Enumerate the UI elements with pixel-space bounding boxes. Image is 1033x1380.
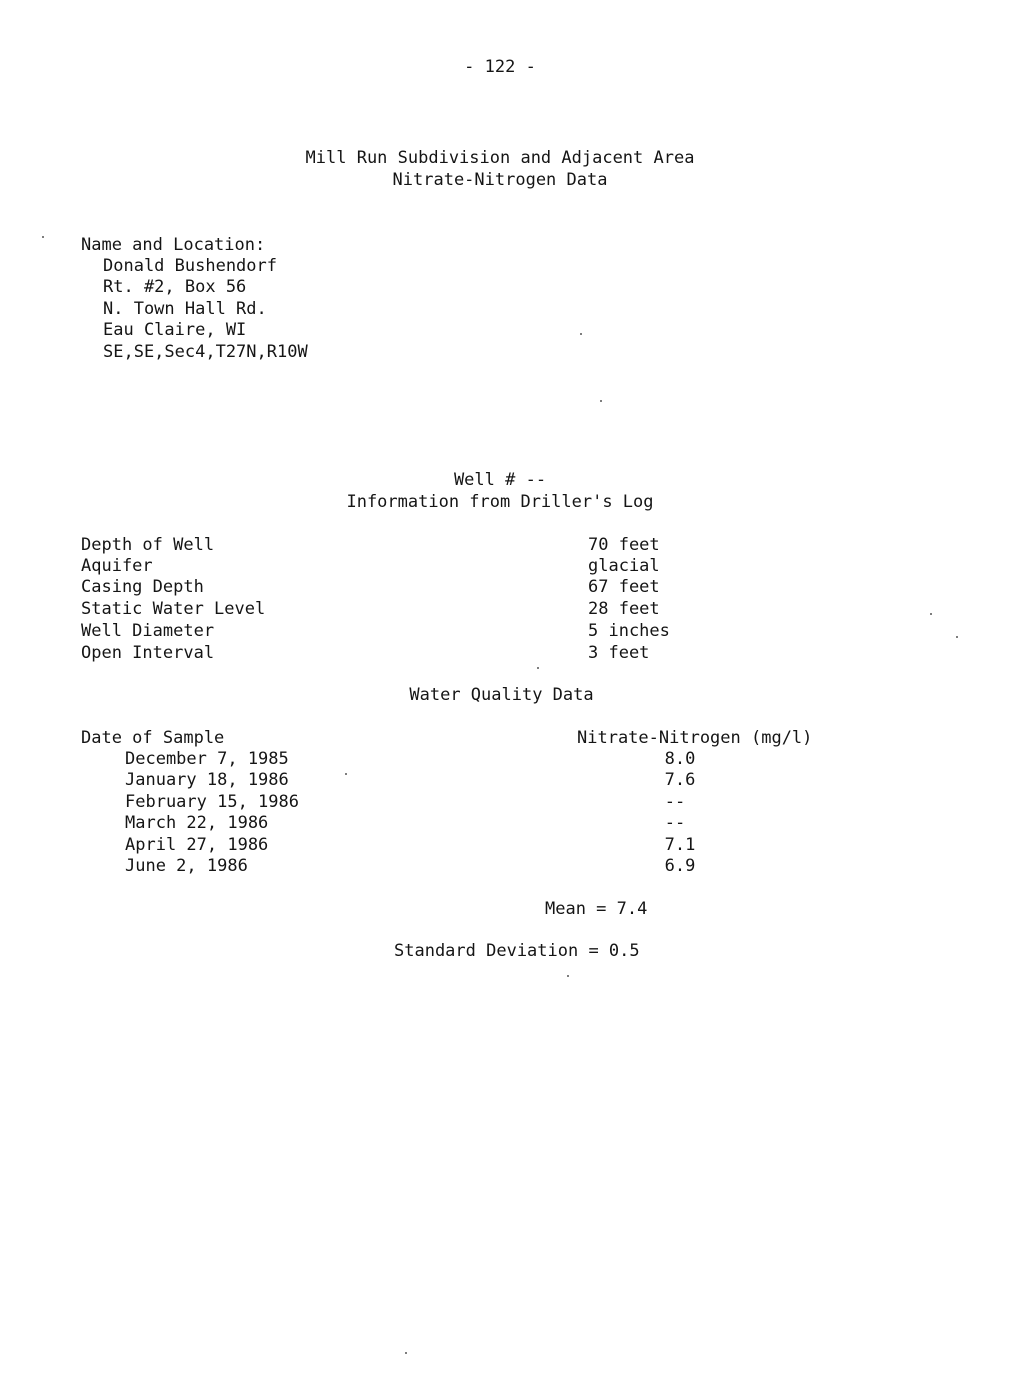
well-row-label: Open Interval	[81, 643, 215, 663]
sample-date: March 22, 1986	[125, 813, 269, 833]
scan-speck	[42, 236, 44, 238]
sample-value: 7.1	[664, 835, 696, 855]
scan-speck	[580, 333, 582, 335]
sample-date: June 2, 1986	[125, 856, 248, 876]
sample-date: December 7, 1985	[125, 749, 289, 769]
location-heading: Name and Location:	[81, 235, 266, 255]
well-row-label: Well Diameter	[81, 621, 215, 641]
well-heading: Well # --	[453, 470, 547, 490]
well-row-value: 5 inches	[588, 621, 670, 641]
sample-value: 7.6	[664, 770, 696, 790]
location-line: Rt. #2, Box 56	[103, 277, 247, 297]
sample-date: February 15, 1986	[125, 792, 299, 812]
well-row-value: 67 feet	[588, 577, 660, 597]
scan-speck	[956, 636, 958, 638]
well-row-value: 28 feet	[588, 599, 660, 619]
sample-value: 6.9	[664, 856, 696, 876]
sample-date: April 27, 1986	[125, 835, 269, 855]
location-line: SE,SE,Sec4,T27N,R10W	[103, 342, 308, 362]
page-subtitle: Nitrate-Nitrogen Data	[392, 170, 608, 190]
well-row-label: Aquifer	[81, 556, 153, 576]
well-row-label: Depth of Well	[81, 535, 215, 555]
sample-value: --	[664, 813, 686, 833]
well-row-value: 70 feet	[588, 535, 660, 555]
location-line: Donald Bushendorf	[103, 256, 277, 276]
sample-date: January 18, 1986	[125, 770, 289, 790]
scan-speck	[600, 400, 602, 402]
scan-speck	[567, 975, 569, 977]
sample-value: --	[664, 792, 686, 812]
well-subheading: Information from Driller's Log	[346, 492, 654, 512]
location-line: N. Town Hall Rd.	[103, 299, 267, 319]
sample-value: 8.0	[664, 749, 696, 769]
well-row-label: Casing Depth	[81, 577, 204, 597]
scan-speck	[930, 613, 932, 615]
page-number: - 122 -	[464, 57, 536, 77]
nitrate-column-header: Nitrate-Nitrogen (mg/l)	[577, 728, 813, 748]
well-row-value: glacial	[588, 556, 660, 576]
scan-speck	[405, 1352, 407, 1354]
scan-speck	[537, 667, 539, 669]
well-row-label: Static Water Level	[81, 599, 266, 619]
mean-value: Mean = 7.4	[545, 899, 648, 919]
page-title: Mill Run Subdivision and Adjacent Area	[305, 148, 695, 168]
standard-deviation: Standard Deviation = 0.5	[394, 941, 640, 961]
location-line: Eau Claire, WI	[103, 320, 247, 340]
well-row-value: 3 feet	[588, 643, 650, 663]
scan-speck	[345, 773, 347, 775]
water-quality-heading: Water Quality Data	[409, 685, 594, 705]
date-column-header: Date of Sample	[81, 728, 225, 748]
